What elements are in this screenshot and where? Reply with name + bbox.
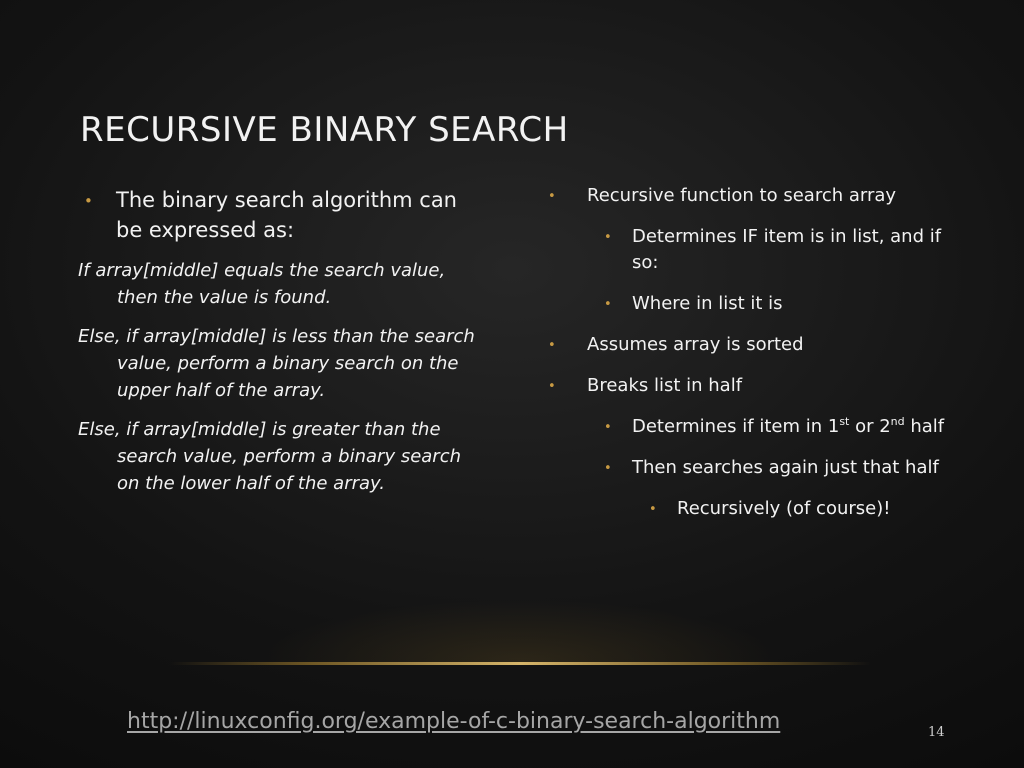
right-bullet-3-2	[546, 455, 966, 481]
left-paragraph-3: Else, if array[middle] is greater than the search value, perform a binary search on the lower half of the array.	[78, 419, 462, 494]
right-bullet-1-2-text: Where in list it is	[632, 293, 783, 314]
right-bullet-1	[546, 183, 966, 209]
ordinal-suffix: nd	[890, 415, 905, 428]
right-bullet-3-2-1	[546, 496, 966, 522]
gold-divider	[170, 662, 870, 665]
source-link[interactable]: http://linuxconfig.org/example-of-c-binary-search-algorithm	[127, 709, 781, 734]
left-bullet-text: The binary search algorithm can be expressed as:	[116, 188, 457, 242]
right-bullet-2	[546, 332, 966, 358]
right-bullet-3-text: Breaks list in half	[587, 375, 743, 396]
right-bullet-1-2	[546, 291, 966, 317]
right-bullet-3-1-text	[632, 416, 944, 437]
text-segment: or 2	[849, 416, 891, 437]
right-bullet-3-2-1-text: Recursively (of course)!	[677, 498, 891, 519]
text-segment: half	[904, 416, 945, 437]
bullet-icon: •	[604, 230, 612, 245]
left-paragraph-1: If array[middle] equals the search value, then the value is found.	[78, 260, 446, 308]
bullet-icon: •	[604, 461, 612, 476]
right-bullet-3-1	[546, 414, 966, 440]
right-column	[546, 183, 966, 537]
bullet-icon: •	[84, 192, 93, 210]
divider-glow	[260, 600, 780, 662]
slide-title: RECURSIVE BINARY SEARCH	[80, 110, 569, 150]
page-number: 14	[928, 725, 945, 740]
right-bullet-1-1-text: Determines IF item is in list, and if so:	[632, 226, 942, 273]
bullet-icon: •	[604, 420, 612, 435]
left-paragraph-2: Else, if array[middle] is less than the search value, perform a binary search on the upper half of the array.	[78, 326, 475, 401]
bullet-icon: •	[649, 502, 657, 517]
ordinal-suffix: st	[839, 415, 850, 428]
text-segment: Determines if item in 1	[632, 416, 840, 437]
left-bullet	[78, 185, 478, 245]
right-bullet-1-text: Recursive function to search array	[587, 185, 897, 206]
right-bullet-3-2-text: Then searches again just that half	[632, 457, 939, 478]
bullet-icon: •	[548, 379, 556, 394]
right-bullet-3	[546, 373, 966, 399]
bullet-icon: •	[548, 338, 556, 353]
left-column	[78, 185, 478, 509]
right-bullet-1-1	[546, 224, 966, 276]
right-bullet-2-text: Assumes array is sorted	[587, 334, 804, 355]
bullet-icon: •	[548, 189, 556, 204]
bullet-icon: •	[604, 297, 612, 312]
